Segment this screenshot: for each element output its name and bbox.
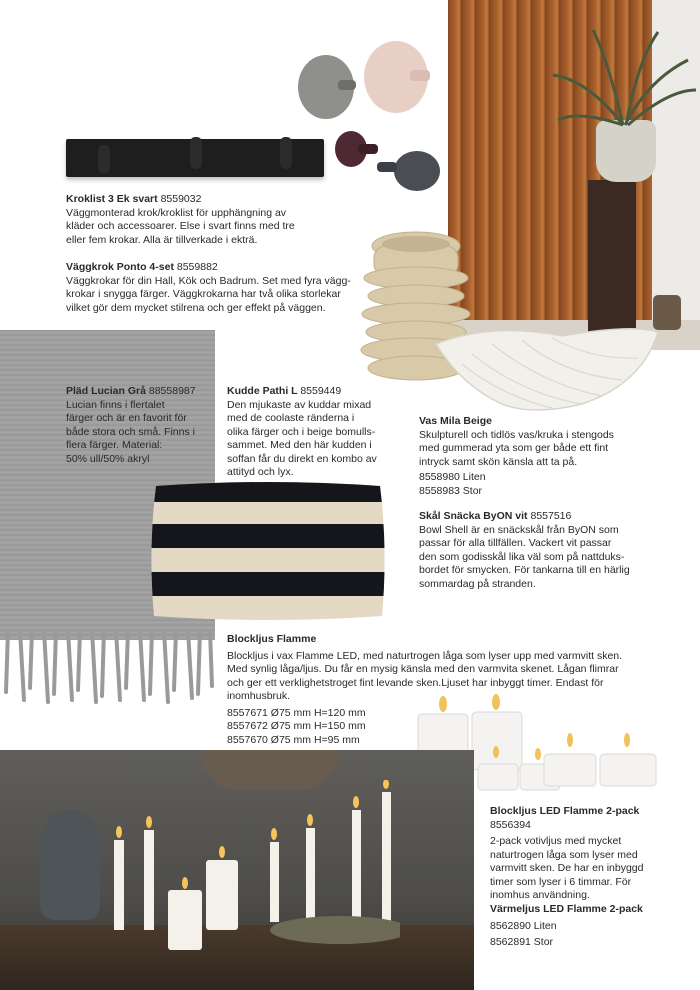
- interior-photo-wood-panel: [448, 0, 700, 350]
- vas-desc-line: intryck samt skön känsla att ta på.: [419, 455, 578, 468]
- wall-hook-pink-stem: [410, 70, 430, 81]
- skal-desc-line: Bowl Shell är en snäckskål från ByON som: [419, 523, 619, 536]
- vaggkrok-block: [66, 261, 376, 315]
- rail-hook-1: [98, 145, 110, 173]
- vaggkrok-desc-line: vilket gör dem mycket stilrena och ger effekt på väggen.: [66, 301, 326, 314]
- wall-hook-dark-stem: [377, 162, 397, 172]
- cushion-pathi-image: [148, 480, 388, 622]
- skal-desc-line: passar för alla tillfällen. Vackert vit passar: [419, 537, 612, 549]
- plant-leaves: [548, 20, 698, 130]
- skal-desc-line: den som godisskål lika väl som på nattduks-: [419, 550, 625, 563]
- vas-desc-line: med gummerad yta som ger både ett fint: [419, 442, 609, 454]
- wall-hook-grey-stem: [338, 80, 356, 90]
- shell-bowl-image: [432, 324, 660, 416]
- scene-vase: [40, 810, 100, 920]
- plad-desc-line: både stora och små. Finns i: [66, 425, 195, 438]
- hook-rail-image: [66, 139, 324, 177]
- varmeljus-block: [490, 903, 690, 950]
- kroklist-desc-line: eller fem krokar. Alla är tillverkade i ekträ.: [66, 233, 258, 246]
- kroklist-number: 8559032: [160, 193, 202, 205]
- vaggkrok-desc-line: Väggkrokar för din Hall, Kök och Badrum. Set med fyra vägg-: [66, 274, 351, 287]
- plad-desc-line: Lucian finns i flertalet: [66, 398, 165, 411]
- plant-pedestal: [588, 180, 636, 335]
- kudde-desc-line: soffan får du direkt en kombo av: [227, 452, 377, 465]
- kudde-title: Kudde Pathi L: [227, 385, 298, 397]
- vas-title: Vas Mila Beige: [419, 415, 492, 427]
- kudde-block: [227, 385, 397, 480]
- led2pack-title: Blockljus LED Flamme 2-pack: [490, 805, 640, 817]
- kudde-desc-line: attityd och lyx.: [227, 466, 294, 478]
- led2pack-desc-line: 2-pack votivljus med mycket: [490, 835, 622, 847]
- skal-heading: [419, 510, 669, 524]
- led2pack-desc-line: inomhus användning.: [490, 889, 590, 901]
- vas-desc-line: Skulpturell och tidlös vas/kruka i stengods: [419, 428, 614, 441]
- kudde-desc-line: Den mjukaste av kuddar mixad: [227, 398, 372, 411]
- blockljus-desc-line: Med synlig låga/ljus. Du får en mysig känsla med den varmvita skenet. Lågan flimrar: [227, 663, 619, 675]
- kroklist-block: [66, 193, 356, 247]
- plad-title: Pläd Lucian Grå: [66, 385, 146, 397]
- blockljus-title: Blockljus Flamme: [227, 633, 317, 645]
- blockljus-desc-line: inomhusbruk.: [227, 690, 291, 702]
- skal-desc-line: bordet för smycken. För tankarna till en härlig: [419, 564, 630, 576]
- blockljus-desc-line: och ger ett verklighetstroget fint levande sken.Ljuset har inbyggt timer. Endast för: [227, 676, 604, 689]
- led2pack-desc-line: timer som lyser i 6 timmar. För: [490, 875, 632, 888]
- vas-variant: 8558983 Stor: [419, 484, 483, 497]
- vas-block: [419, 415, 659, 498]
- kudde-desc-line: olika färger och i beige bomulls-: [227, 425, 376, 438]
- led2pack-number: 8556394: [490, 818, 531, 831]
- varmeljus-title: Värmeljus LED Flamme 2-pack: [490, 903, 643, 915]
- kroklist-desc-line: Väggmonterad krok/kroklist för upphängning av: [66, 206, 287, 219]
- blockljus-variant: 8557672 Ø75 mm H=150 mm: [227, 720, 366, 732]
- kudde-desc-line: med de coolaste ränderna i: [227, 412, 355, 424]
- skal-desc-line: sommardag på stranden.: [419, 577, 536, 590]
- kudde-number: 8559449: [300, 385, 342, 397]
- kudde-desc-line: sammet. Med den här kudden i: [227, 439, 372, 451]
- kroklist-heading: [66, 193, 356, 207]
- kudde-heading: [227, 385, 397, 399]
- plad-desc-line: flera färger. Material:: [66, 439, 163, 451]
- rail-hook-3: [280, 137, 292, 169]
- blanket-fringe: [0, 630, 215, 710]
- skal-title: Skål Snäcka ByON vit: [419, 510, 528, 522]
- wall-hook-dark: [394, 151, 440, 191]
- scene-candles: [100, 780, 400, 950]
- led2pack-desc-line: varmvitt sken. De har en inbyggd: [490, 862, 644, 874]
- kroklist-title: Kroklist 3 Ek svart: [66, 193, 158, 205]
- plad-desc-line: färger och är en favorit för: [66, 412, 187, 424]
- vas-variant: 8558980 Liten: [419, 471, 486, 483]
- plad-heading: [66, 385, 216, 399]
- skal-number: 8557516: [530, 510, 572, 522]
- blockljus-block: [227, 633, 647, 747]
- skal-block: [419, 510, 669, 591]
- varmeljus-variant: 8562891 Stor: [490, 936, 554, 948]
- vaggkrok-heading: [66, 261, 376, 275]
- blockljus-desc-line: Blockljus i vax Flamme LED, med naturtrogen låga som lyser upp med varmvitt sken.: [227, 649, 623, 662]
- led2pack-block: [490, 805, 690, 903]
- varmeljus-variant: 8562890 Liten: [490, 919, 557, 932]
- blockljus-variant: 8557670 Ø75 mm H=95 mm: [227, 733, 360, 746]
- rail-hook-2: [190, 137, 202, 169]
- plad-block: [66, 385, 216, 466]
- kroklist-desc-line: kläder och accessoarer. Else i svart finns med tre: [66, 220, 295, 232]
- wall-hook-plum-stem: [358, 144, 378, 154]
- plad-desc-line: 50% ull/50% akryl: [66, 452, 150, 465]
- candle-scene-photo: [0, 750, 474, 990]
- vaggkrok-number: 8559882: [176, 261, 218, 273]
- led2pack-desc-line: naturtrogen låga som lyser med: [490, 848, 638, 861]
- vaggkrok-title: Väggkrok Ponto 4-set: [66, 261, 174, 273]
- blockljus-variant: 8557671 Ø75 mm H=120 mm: [227, 706, 366, 719]
- plad-number: 88558987: [148, 385, 196, 397]
- vaggkrok-desc-line: krokar i snygga färger. Väggkrokarna har två olika storlekar: [66, 288, 341, 300]
